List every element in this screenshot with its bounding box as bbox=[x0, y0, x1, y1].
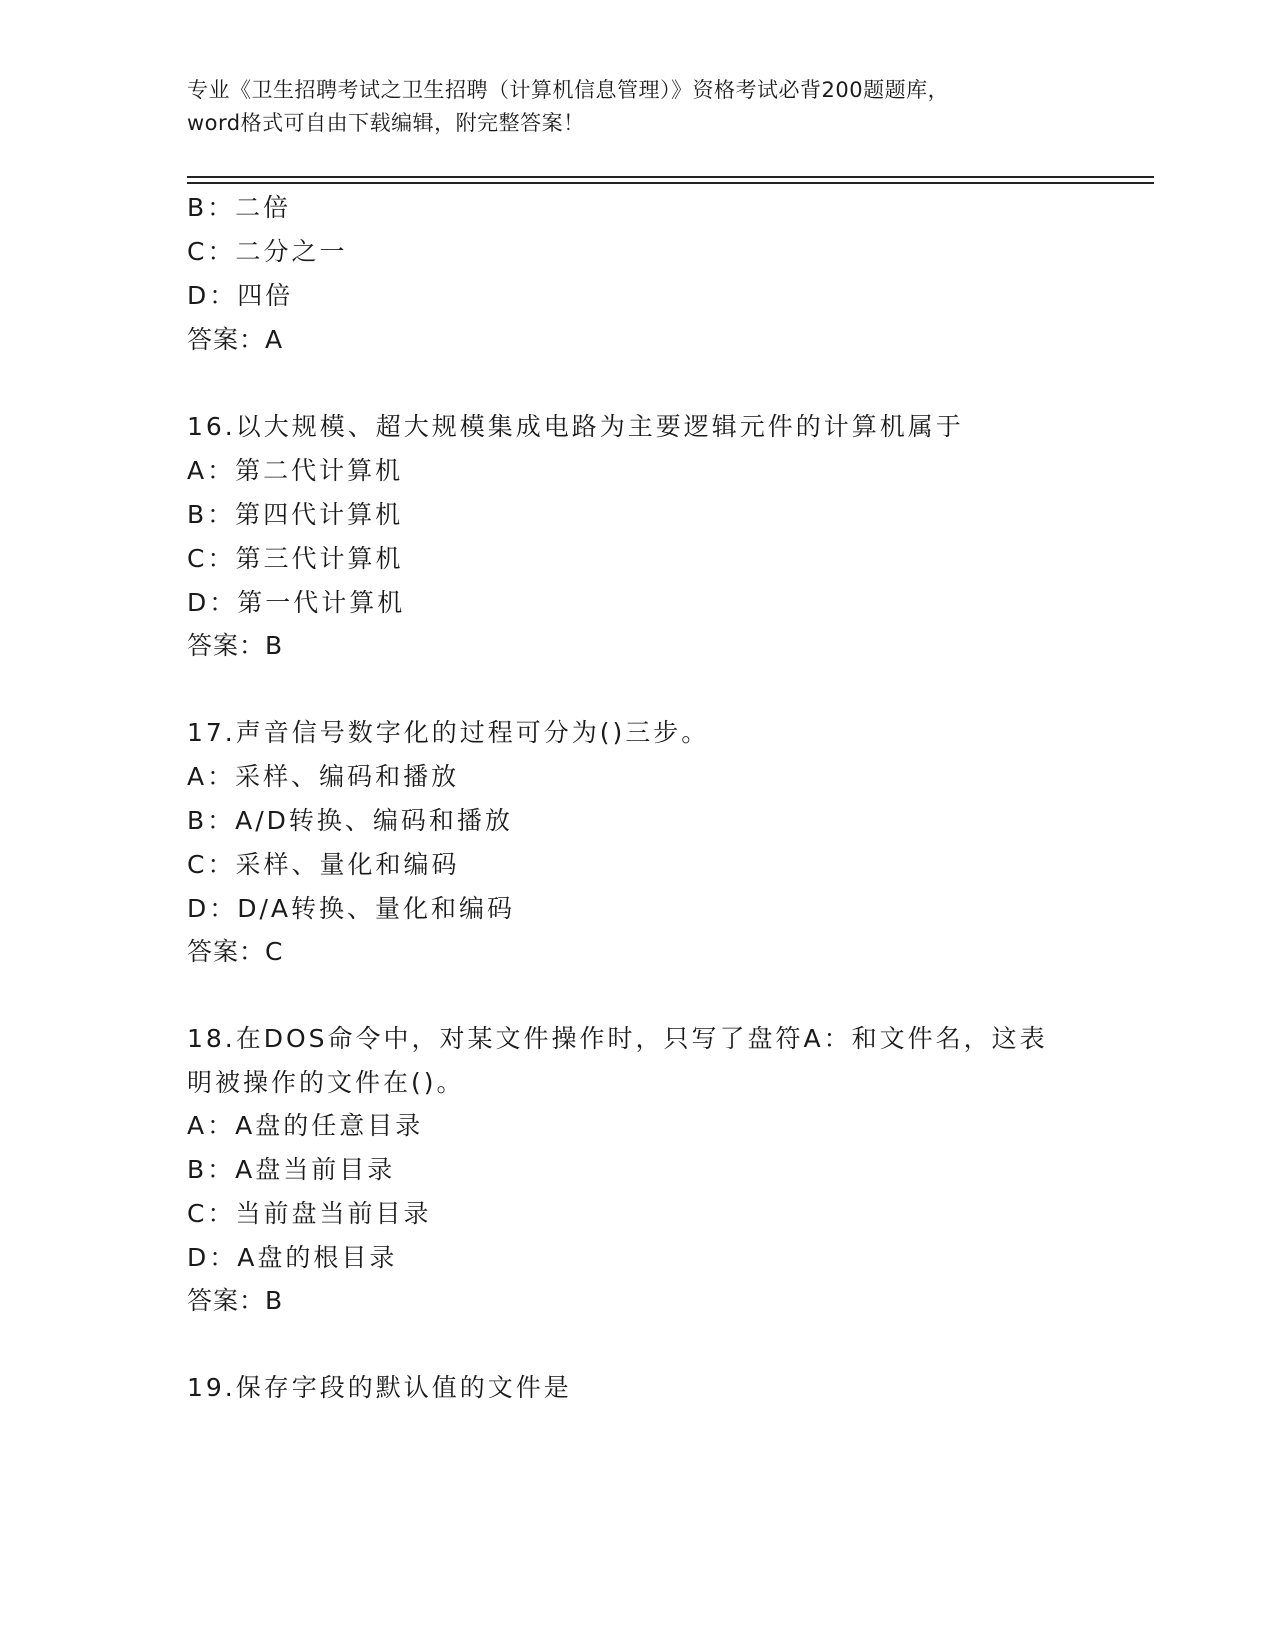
q16-option-c: C：第三代计算机 bbox=[187, 544, 404, 573]
header-divider-top bbox=[187, 176, 1154, 178]
q17-option-d: D：D/A转换、量化和编码 bbox=[187, 894, 516, 923]
header-line-2: word格式可自由下载编辑，附完整答案！ bbox=[187, 111, 585, 135]
q19-question: 19.保存字段的默认值的文件是 bbox=[187, 1373, 572, 1402]
header-divider-bottom bbox=[187, 182, 1154, 184]
q16-option-d: D：第一代计算机 bbox=[187, 588, 406, 617]
q16-question: 16.以大规模、超大规模集成电路为主要逻辑元件的计算机属于 bbox=[187, 412, 964, 441]
q17-option-a: A：采样、编码和播放 bbox=[187, 762, 460, 791]
q17-question: 17.声音信号数字化的过程可分为()三步。 bbox=[187, 718, 710, 747]
q18-option-c: C：当前盘当前目录 bbox=[187, 1199, 432, 1228]
q17-answer: 答案：C bbox=[187, 937, 284, 966]
q15-option-b: B：二倍 bbox=[187, 193, 292, 222]
q17-option-b: B：A/D转换、编码和播放 bbox=[187, 806, 513, 835]
q18-question-line-1: 18.在DOS命令中，对某文件操作时，只写了盘符A：和文件名，这表 bbox=[187, 1024, 1048, 1053]
q18-option-b: B：A盘当前目录 bbox=[187, 1155, 396, 1184]
header-line-1: 专业《卫生招聘考试之卫生招聘（计算机信息管理）》资格考试必背200题题库， bbox=[187, 78, 950, 102]
q18-answer: 答案：B bbox=[187, 1286, 284, 1315]
q15-option-c: C：二分之一 bbox=[187, 237, 348, 266]
q15-option-d: D：四倍 bbox=[187, 281, 294, 310]
document-header bbox=[187, 74, 1087, 140]
q18-option-a: A：A盘的任意目录 bbox=[187, 1111, 424, 1140]
q16-answer: 答案：B bbox=[187, 631, 284, 660]
q15-answer: 答案：A bbox=[187, 325, 284, 354]
q17-option-c: C：采样、量化和编码 bbox=[187, 850, 460, 879]
q16-option-b: B：第四代计算机 bbox=[187, 500, 404, 529]
q18-option-d: D：A盘的根目录 bbox=[187, 1243, 398, 1272]
q18-question-line-2: 明被操作的文件在()。 bbox=[187, 1068, 465, 1097]
q16-option-a: A：第二代计算机 bbox=[187, 456, 404, 485]
